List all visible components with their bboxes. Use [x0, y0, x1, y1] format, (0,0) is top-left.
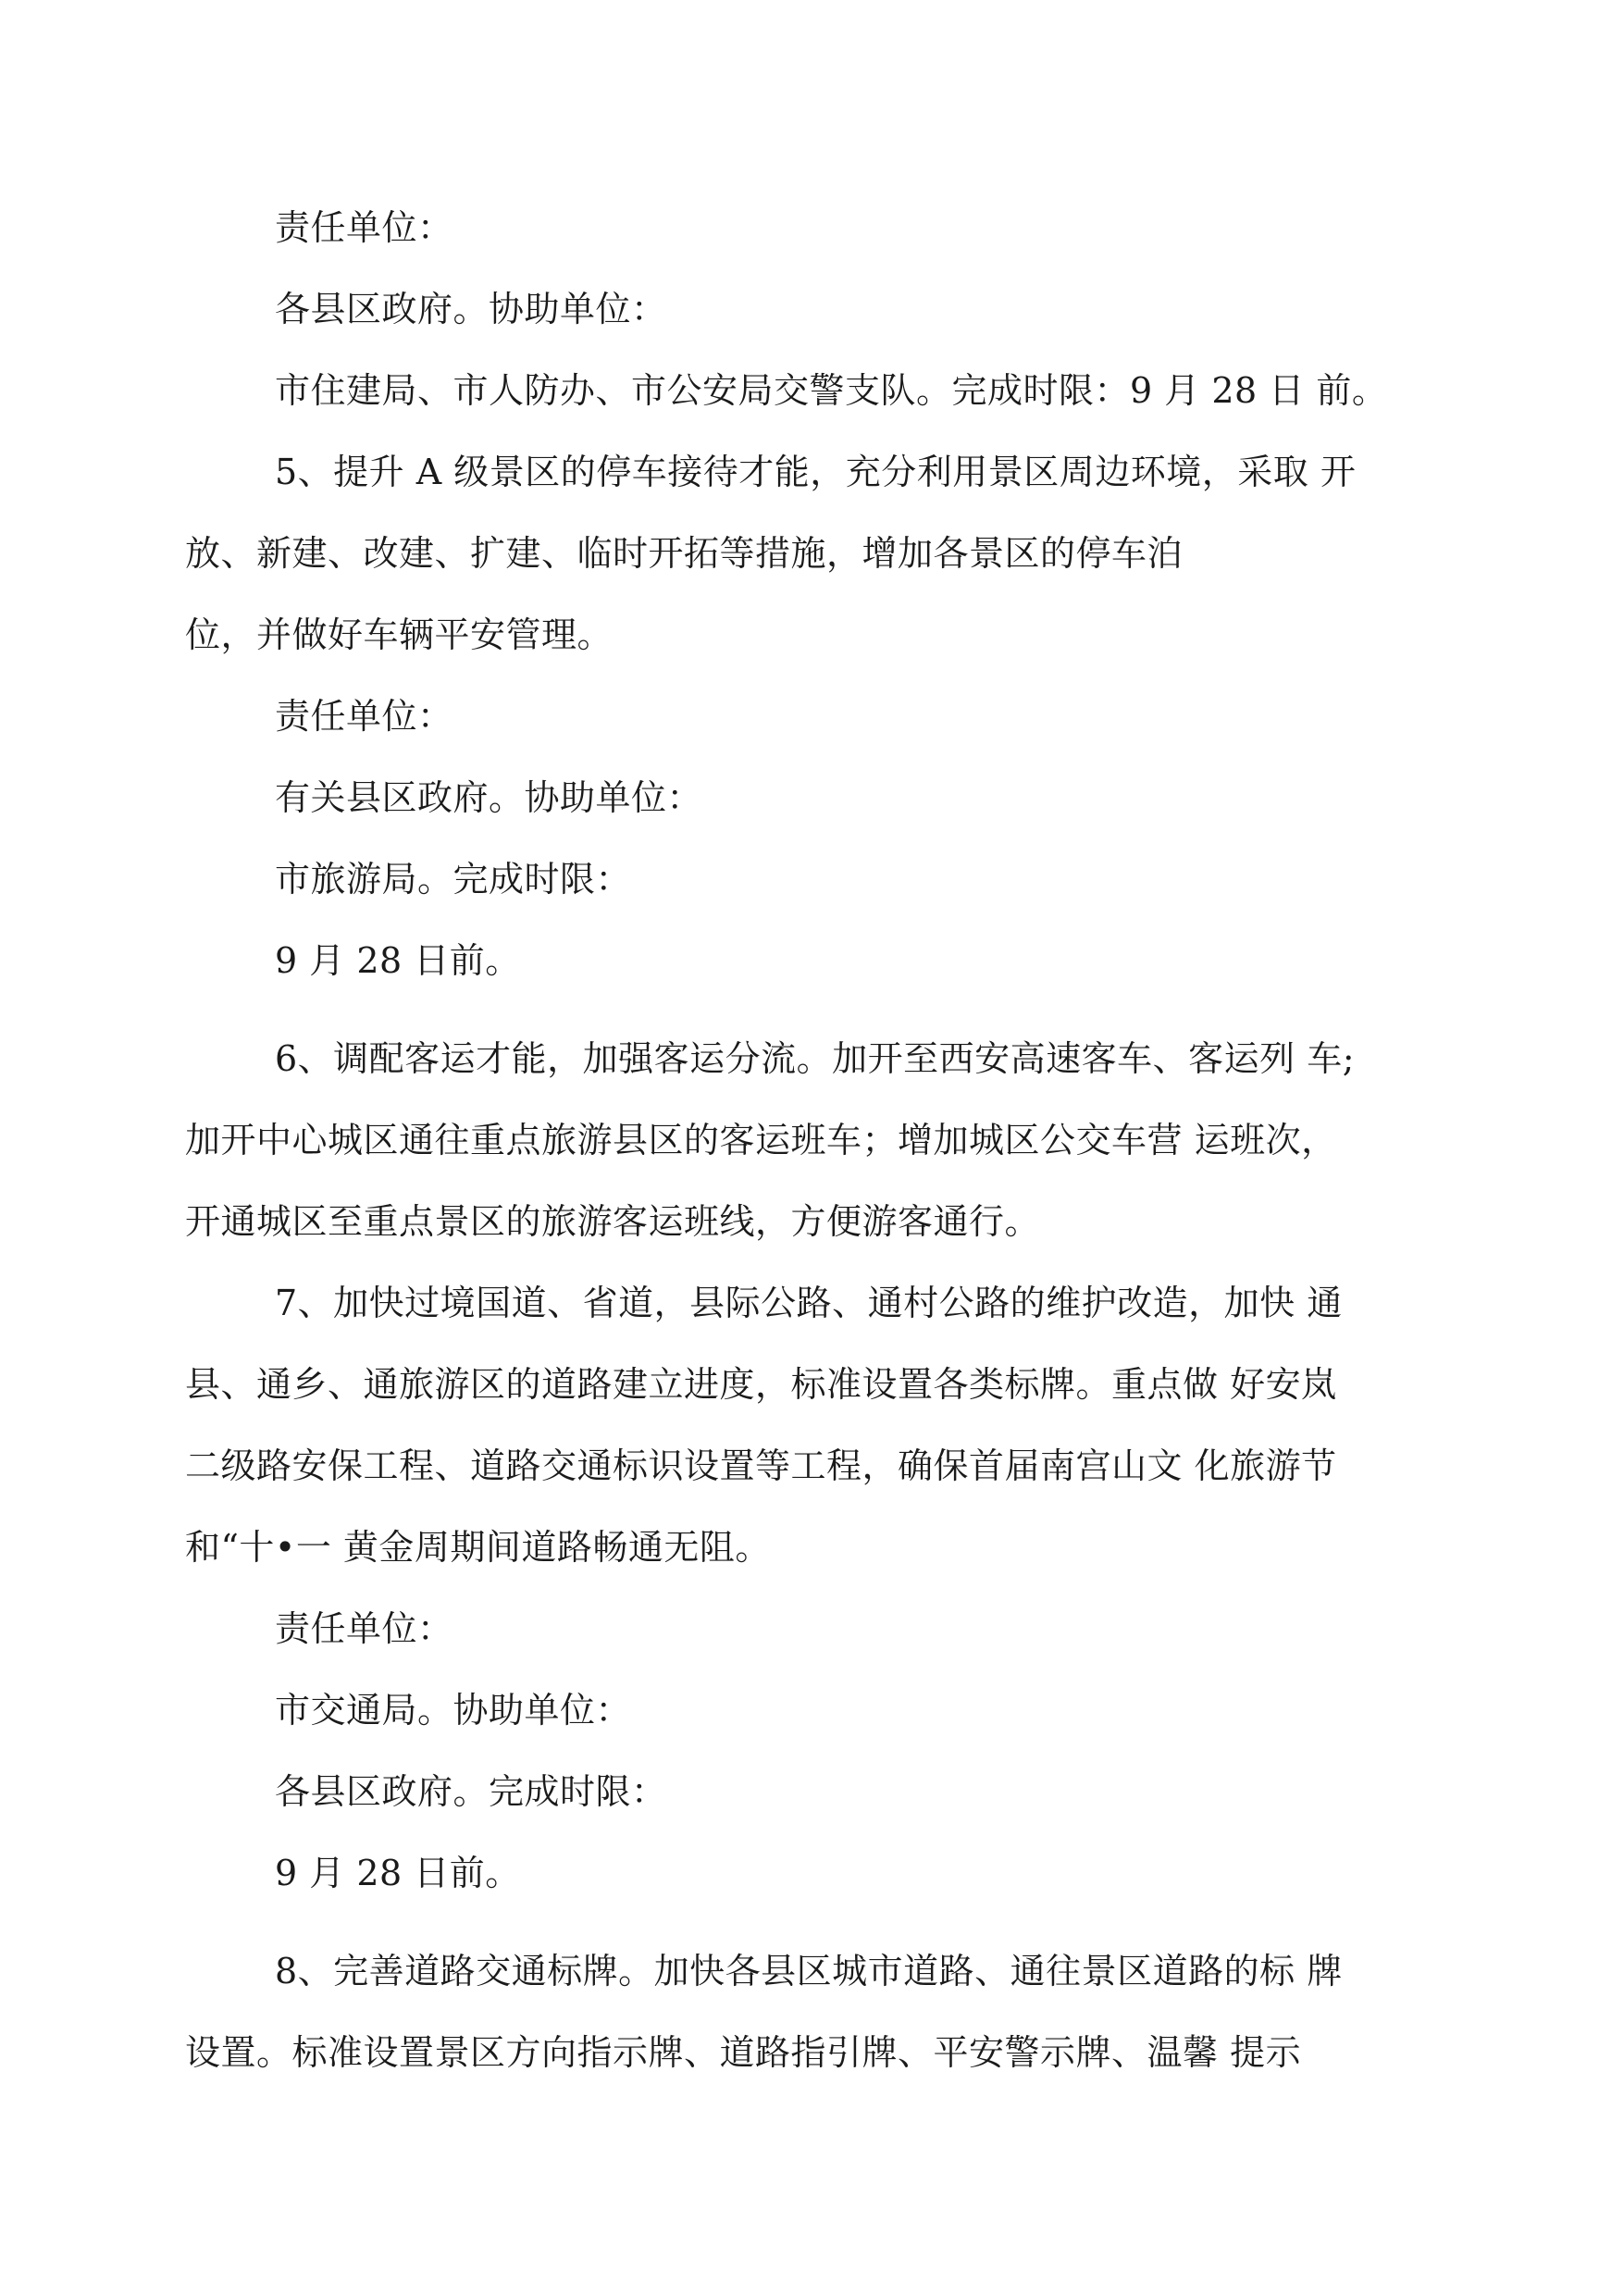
text-line-9: 市旅游局。完成时限： — [275, 859, 632, 899]
text-line-2: 各县区政府。协助单位： — [275, 289, 667, 329]
item-5-line-2: 放、新建、改建、扩建、临时开拓等措施，增加各景区的停车泊 — [185, 533, 1184, 574]
deadline-line-1: 9 月 28 日前。 — [275, 940, 521, 981]
responsible-unit-label-1: 责任单位： — [275, 207, 453, 248]
item-7-line-3: 二级路安保工程、道路交通标识设置等工程，确保首届南宫山文 化旅游节 — [185, 1445, 1337, 1486]
item-7-line-1: 7、加快过境国道、省道，县际公路、通村公路的维护改造，加快 通 — [275, 1283, 1343, 1323]
item-7-line-2: 县、通乡、通旅游区的道路建立进度，标准设置各类标牌。重点做 好安岚 — [185, 1364, 1337, 1405]
item-6-line-3: 开通城区至重点景区的旅游客运班线，方便游客通行。 — [185, 1201, 1041, 1242]
item-6-line-1: 6、调配客运才能，加强客运分流。加开至西安高速客车、客运列 车; — [275, 1038, 1356, 1079]
text-line-3: 市住建局、市人防办、市公安局交警支队。完成时限：9 月 28 日 前。 — [275, 370, 1388, 411]
item-5-line-1: 5、提升 A 级景区的停车接待才能，充分利用景区周边环境，采取 开 — [275, 452, 1357, 492]
item-7-line-4: 和“十•一 黄金周期间道路畅通无阻。 — [185, 1527, 771, 1568]
text-line-8: 有关县区政府。协助单位： — [275, 777, 703, 818]
responsible-unit-label-2: 责任单位： — [275, 696, 453, 737]
item-8-line-1: 8、完善道路交通标牌。加快各县区城市道路、通往景区道路的标 牌 — [275, 1951, 1343, 1991]
item-6-line-2: 加开中心城区通往重点旅游县区的客运班车；增加城区公交车营 运班次， — [185, 1120, 1337, 1160]
responsible-unit-label-3: 责任单位： — [275, 1608, 453, 1649]
item-8-line-2: 设置。标准设置景区方向指示牌、道路指引牌、平安警示牌、温馨 提示 — [185, 2032, 1302, 2073]
item-5-line-3: 位，并做好车辆平安管理。 — [185, 614, 614, 655]
text-line-19: 市交通局。协助单位： — [275, 1690, 632, 1731]
text-line-20: 各县区政府。完成时限： — [275, 1771, 667, 1812]
deadline-line-2: 9 月 28 日前。 — [275, 1853, 521, 1893]
